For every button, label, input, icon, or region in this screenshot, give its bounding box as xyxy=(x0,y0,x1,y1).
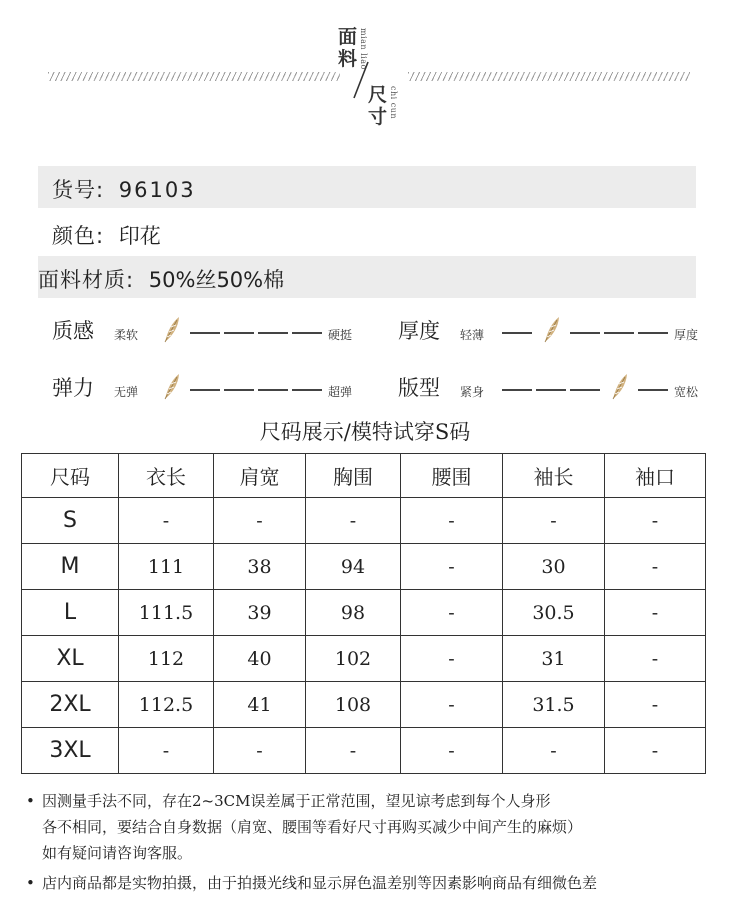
attribute-name: 版型 xyxy=(398,376,440,400)
scale-dash xyxy=(224,332,254,334)
table-cell: - xyxy=(605,544,706,590)
size-label-cell: 2XL xyxy=(22,682,119,728)
size-label-cell: M xyxy=(22,544,119,590)
color-label: 颜色: xyxy=(52,224,105,248)
table-cell: 112.5 xyxy=(119,682,214,728)
size-table-title: 尺码展示/模特试穿S码 xyxy=(259,420,471,444)
color-value: 印花 xyxy=(118,224,161,248)
fabric-row xyxy=(38,264,284,294)
attribute-low-label: 紧身 xyxy=(460,385,485,399)
attribute-4 xyxy=(398,372,698,402)
table-cell: 40 xyxy=(214,636,306,682)
wheat-leaf-icon xyxy=(160,372,182,402)
attribute-low-label: 柔软 xyxy=(114,328,139,342)
table-cell: - xyxy=(401,498,503,544)
size-label-cell: L xyxy=(22,590,119,636)
table-cell: - xyxy=(503,728,605,774)
note-1 xyxy=(26,789,551,813)
header-char-liao: 料 xyxy=(338,48,358,70)
attribute-low-label: 轻薄 xyxy=(460,328,485,342)
attribute-high-label: 超弹 xyxy=(328,385,353,399)
table-cell: 31 xyxy=(503,636,605,682)
header-hatch-right xyxy=(408,72,690,81)
note-2-line-1: 店内商品都是实物拍摄，由于拍摄光线和显示屏色温差别等因素影响商品有细微色差 xyxy=(42,874,598,892)
header-char-cun: 寸 xyxy=(368,106,388,128)
table-cell: - xyxy=(605,498,706,544)
size-label-cell: XL xyxy=(22,636,119,682)
scale-dash xyxy=(292,389,322,391)
scale-dash xyxy=(190,389,220,391)
size-table-header xyxy=(22,454,706,498)
table-cell: - xyxy=(401,544,503,590)
table-cell: - xyxy=(401,590,503,636)
attribute-2 xyxy=(398,315,698,345)
fabric-label: 面料材质: xyxy=(38,268,135,292)
scale-dash xyxy=(258,332,288,334)
column-header: 腰围 xyxy=(401,454,503,498)
table-row xyxy=(22,682,706,728)
table-row xyxy=(22,728,706,774)
scale-dash xyxy=(190,332,220,334)
column-header: 胸围 xyxy=(306,454,401,498)
column-header: 尺码 xyxy=(22,454,119,498)
scale-dash xyxy=(638,389,668,391)
note-1-line-3: 如有疑问请咨询客服。 xyxy=(42,844,193,862)
attribute-name: 质感 xyxy=(52,319,94,343)
note-bullet: • xyxy=(26,874,35,892)
table-cell: 38 xyxy=(214,544,306,590)
attribute-low-label: 无弹 xyxy=(114,385,139,399)
item-number-label: 货号: xyxy=(52,178,105,202)
table-cell: 41 xyxy=(214,682,306,728)
attribute-high-label: 宽松 xyxy=(674,385,699,399)
table-row xyxy=(22,498,706,544)
table-cell: - xyxy=(605,636,706,682)
table-cell: - xyxy=(401,682,503,728)
scale-dash xyxy=(604,332,634,334)
scale-dash xyxy=(638,332,668,334)
column-header: 衣长 xyxy=(119,454,214,498)
attribute-name: 厚度 xyxy=(398,319,440,343)
fabric-value: 50%丝50%棉 xyxy=(148,268,285,292)
table-row xyxy=(22,636,706,682)
header-char-mian: 面 xyxy=(338,26,358,48)
attribute-high-label: 厚度 xyxy=(674,328,699,342)
table-cell: - xyxy=(401,636,503,682)
table-row xyxy=(22,544,706,590)
attribute-name: 弹力 xyxy=(52,376,94,400)
attribute-1 xyxy=(52,315,352,345)
attribute-high-label: 硬挺 xyxy=(328,328,353,342)
item-number-row xyxy=(52,174,196,204)
note-1-line-2: 各不相同，要结合自身数据（肩宽、腰围等看好尺寸再购买减少中间产生的麻烦） xyxy=(42,818,583,836)
wheat-leaf-icon xyxy=(540,315,562,345)
color-row xyxy=(52,220,161,250)
table-row xyxy=(22,590,706,636)
scale-dash xyxy=(502,332,532,334)
table-cell: 39 xyxy=(214,590,306,636)
column-header: 肩宽 xyxy=(214,454,306,498)
wheat-leaf-icon xyxy=(160,315,182,345)
table-cell: - xyxy=(119,498,214,544)
column-header: 袖口 xyxy=(605,454,706,498)
table-cell: - xyxy=(605,682,706,728)
table-cell: 112 xyxy=(119,636,214,682)
scale-dash xyxy=(224,389,254,391)
note-bullet: • xyxy=(26,792,35,810)
header-pinyin-top: mian liao xyxy=(359,28,368,70)
note-2 xyxy=(26,871,597,895)
table-cell: 111 xyxy=(119,544,214,590)
table-cell: 30.5 xyxy=(503,590,605,636)
table-cell: 31.5 xyxy=(503,682,605,728)
scale-dash xyxy=(570,389,600,391)
table-cell: - xyxy=(503,498,605,544)
header-hatch-left xyxy=(48,72,340,81)
table-cell: 98 xyxy=(306,590,401,636)
table-cell: - xyxy=(214,728,306,774)
header-char-chi: 尺 xyxy=(368,84,388,106)
size-label-cell: 3XL xyxy=(22,728,119,774)
table-cell: 102 xyxy=(306,636,401,682)
table-cell: - xyxy=(306,498,401,544)
attribute-3 xyxy=(52,372,352,402)
scale-dash xyxy=(502,389,532,391)
table-cell: - xyxy=(214,498,306,544)
scale-dash xyxy=(570,332,600,334)
table-cell: 108 xyxy=(306,682,401,728)
table-cell: - xyxy=(401,728,503,774)
size-label-cell: S xyxy=(22,498,119,544)
item-number-value: 96103 xyxy=(118,178,196,202)
table-cell: - xyxy=(605,728,706,774)
scale-dash xyxy=(258,389,288,391)
size-table-body xyxy=(22,498,706,774)
wheat-leaf-icon xyxy=(608,372,630,402)
scale-dash xyxy=(292,332,322,334)
table-cell: - xyxy=(119,728,214,774)
size-table xyxy=(21,453,706,774)
table-cell: 94 xyxy=(306,544,401,590)
table-cell: 30 xyxy=(503,544,605,590)
column-header: 袖长 xyxy=(503,454,605,498)
header-pinyin-bottom: chi cun xyxy=(389,86,398,120)
note-1-line-1: 因测量手法不同，存在2~3CM误差属于正常范围，望见谅考虑到每个人身形 xyxy=(42,792,551,810)
table-cell: - xyxy=(605,590,706,636)
scale-dash xyxy=(536,389,566,391)
table-cell: - xyxy=(306,728,401,774)
table-cell: 111.5 xyxy=(119,590,214,636)
